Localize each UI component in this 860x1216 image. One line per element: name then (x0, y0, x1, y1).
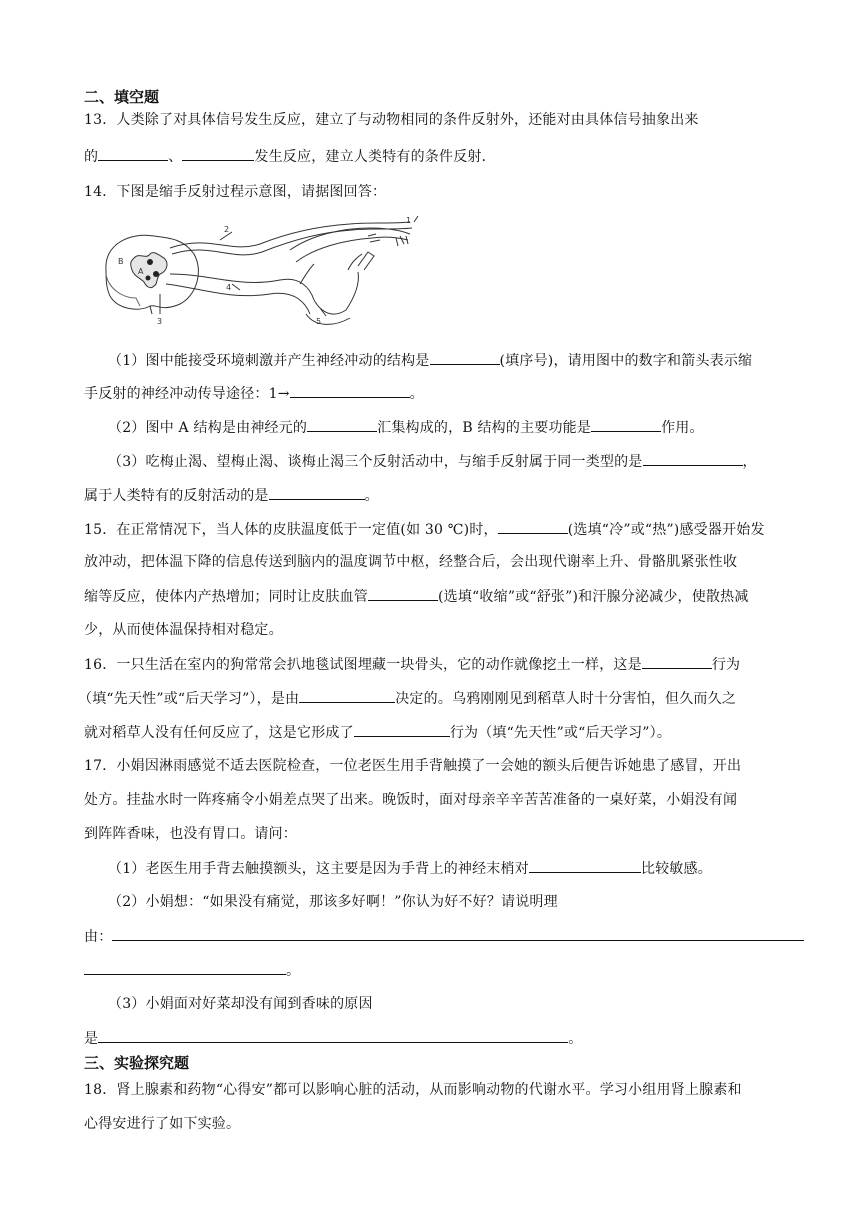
q14-intro: 14．下图是缩手反射过程示意图，请据图回答： (84, 184, 387, 200)
q15-text-4: (选填“收缩”或“舒张”)和汗腺分泌减少，使散热减 (438, 589, 749, 605)
q17-p1-blank[interactable] (529, 858, 641, 873)
q17-p3-line: （3）小娟面对好菜却没有闻到香味的原因 (108, 996, 373, 1012)
section-heading-experiment: 三、实验探究题 (84, 1054, 190, 1072)
q14-p1-line-1 (108, 350, 752, 371)
q14-p2-blank-2[interactable] (591, 417, 661, 432)
q16-text-2: 行为 (711, 657, 741, 673)
q13-text: 的 (84, 149, 99, 165)
q17-p3-end: 。 (568, 1031, 583, 1047)
q15-text: 15．在正常情况下，当人体的皮肤温度低于一定值(如 30 ℃)时， (84, 522, 498, 538)
q17-line-3: 到阵阵香味，也没有胃口。请问： (84, 826, 297, 842)
q15-line-2: 放冲动，把体温下降的信息传送到脑内的温度调节中枢，经整合后，会出现代谢率上升、骨骼肌紧张性收 (84, 554, 738, 570)
figure-label-2: 2 (224, 225, 230, 234)
q13-separator: 、 (168, 149, 183, 165)
q13-line-1: 13．人类除了对具体信号发生反应，建立了与动物相同的条件反射外，还能对由具体信号抽象出来 (84, 112, 699, 128)
figure-label-3: 3 (157, 317, 163, 326)
q16-line-1 (84, 654, 740, 675)
q17-p1-line (108, 858, 712, 879)
q14-p3-end: 。 (364, 488, 379, 504)
q16-blank-3[interactable] (354, 722, 450, 737)
q15-line-3 (84, 586, 749, 607)
q17-p3-answer-line (84, 1028, 582, 1049)
q15-line-4: 少，从而使体温保持相对稳定。 (84, 622, 283, 638)
q14-p3-blank-1[interactable] (643, 451, 743, 466)
q14-p2-end: 作用。 (661, 420, 704, 436)
q17-p2-blank-2[interactable] (84, 960, 286, 975)
q16-blank-1[interactable] (642, 654, 712, 669)
q16-blank-2[interactable] (299, 688, 395, 703)
q14-p3-line-1 (108, 451, 757, 472)
q17-p1-text-2: 比较敏感。 (640, 861, 712, 877)
q17-p2-end: 。 (286, 963, 301, 979)
q13-blank-1[interactable] (98, 146, 168, 161)
q17-p3-blank[interactable] (98, 1028, 568, 1043)
q14-p2-text-2: 汇集构成的，B 结构的主要功能是 (377, 420, 592, 436)
q18-line-2: 心得安进行了如下实验。 (84, 1116, 241, 1132)
q17-p2-reason-line (84, 926, 804, 947)
q15-text-2: (选填“冷”或“热”)感受器开始发 (567, 522, 765, 538)
q17-p2-blank-1[interactable] (112, 926, 804, 941)
q13-blank-2[interactable] (182, 146, 254, 161)
q14-p3-line-2 (84, 485, 379, 506)
q14-p1-text: （1）图中能接受环境刺激并产生神经冲动的结构是 (108, 353, 430, 369)
q14-p2-blank-1[interactable] (307, 417, 377, 432)
q16-text: 16．一只生活在室内的狗常常会扒地毯试图埋藏一块骨头，它的动作就像挖土一样，这是 (84, 657, 642, 673)
q17-p2-reason-line-2 (84, 960, 300, 981)
q14-p1-path-text: 手反射的神经冲动传导途径：1→ (84, 386, 290, 402)
q16-line-2 (78, 688, 736, 709)
q17-p2-reason-label: 由： (84, 929, 113, 945)
q14-p1-blank-1[interactable] (430, 350, 500, 365)
figure-label-5: 5 (316, 317, 322, 326)
q16-text-3: （填“先天性”或“后天学习”），是由 (78, 691, 300, 707)
q16-text-5: 就对稻草人没有任何反应了，这是它形成了 (84, 725, 354, 741)
q18-line-1: 18．肾上腺素和药物“心得安”都可以影响心脏的活动，从而影响动物的代谢水平。学习小组用肾上腺素和 (84, 1082, 742, 1098)
q17-p2-line: （2）小娟想：“如果没有痛觉，那该多好啊！”你认为好不好？请说明理 (108, 894, 558, 910)
q17-line-1: 17．小娟因淋雨感觉不适去医院检查，一位老医生用手背触摸了一会她的额头后便告诉她患了感冒，开出 (84, 758, 742, 774)
q17-p3-is: 是 (84, 1031, 99, 1047)
q14-p1-end: 。 (409, 386, 424, 402)
q13-text-end: 发生反应，建立人类特有的条件反射． (254, 149, 496, 165)
figure-label-a: A (138, 267, 144, 276)
figure-label-b: B (118, 257, 124, 266)
q17-p1-text: （1）老医生用手背去触摸额头，这主要是因为手背上的神经末梢对 (108, 861, 529, 877)
section-heading-fill-blank: 二、填空题 (84, 88, 160, 106)
q14-p2-text: （2）图中 A 结构是由神经元的 (108, 420, 308, 436)
q14-p1-line-2 (84, 383, 424, 404)
q14-p3-text: （3）吃梅止渴、望梅止渴、谈梅止渴三个反射活动中，与缩手反射属于同一类型的是 (108, 454, 643, 470)
figure-label-1: 1 (406, 216, 412, 225)
q16-text-6: 行为（填“先天性”或“后天学习”）。 (449, 725, 672, 741)
q14-p1-blank-2[interactable] (290, 383, 410, 398)
q13-line-2 (84, 146, 496, 167)
q15-line-1 (84, 519, 765, 540)
q16-line-3 (84, 722, 671, 743)
reflex-arc-figure (100, 214, 420, 330)
q15-blank-2[interactable] (368, 586, 438, 601)
q14-p3-comma: ， (742, 454, 757, 470)
figure-label-4: 4 (226, 283, 232, 292)
q14-p3-blank-2[interactable] (269, 485, 365, 500)
q17-line-2: 处方。挂盐水时一阵疼痛令小娟差点哭了出来。晚饭时，面对母亲辛辛苦苦准备的一桌好菜，小娟没有闻 (84, 792, 738, 808)
q15-text-3: 缩等反应，使体内产热增加；同时让皮肤血管 (84, 589, 368, 605)
q14-p1-text-2: (填序号)，请用图中的数字和箭头表示缩 (499, 353, 753, 369)
q14-p3-text-2: 属于人类特有的反射活动的是 (84, 488, 269, 504)
q16-text-4: 决定的。乌鸦刚刚见到稻草人时十分害怕，但久而久之 (395, 691, 737, 707)
q14-p2-line (108, 417, 704, 438)
q15-blank-1[interactable] (498, 519, 568, 534)
